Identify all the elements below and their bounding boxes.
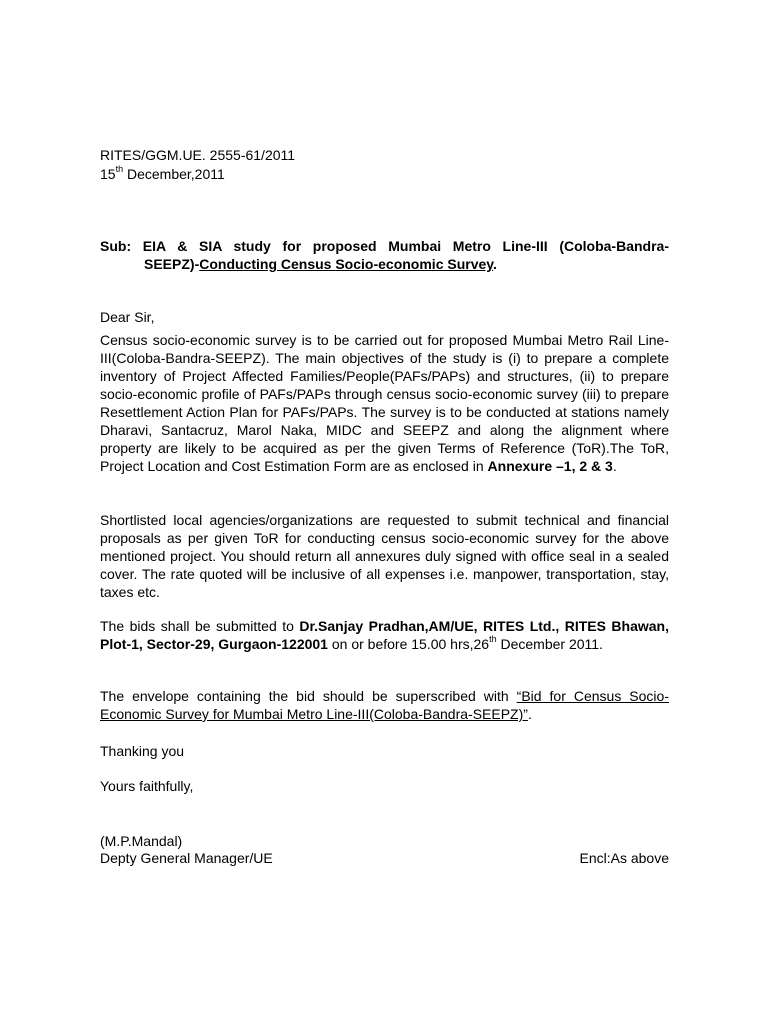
closing-thanks: Thanking you (100, 743, 185, 759)
paragraph-objectives-end: . (612, 458, 617, 474)
date-suffix: th (115, 164, 124, 175)
subject-plain: SEEPZ)- (144, 256, 200, 272)
reference-number: RITES/GGM.UE. 2555-61/2011 (100, 147, 296, 163)
reference-block (100, 146, 669, 184)
paragraph-submission (100, 617, 669, 653)
enclosure-note: Encl:As above (579, 850, 669, 866)
date-day: 15 (100, 166, 116, 182)
subject-line-1: Sub: EIA & SIA study for proposed Mumbai Metro Line-III (Coloba-Bandra- (100, 238, 669, 254)
envelope-superscription: “Bid for Census Socio-Economic Survey for Mumbai Metro Line-III(Coloba-Bandra-SEEPZ)” (100, 688, 669, 722)
signatory-name: (M.P.Mandal) (100, 833, 183, 849)
deadline-suffix: th (489, 634, 497, 645)
date-rest: December,2011 (123, 166, 225, 182)
subject-end: . (493, 256, 497, 272)
submission-deadline: on or before 15.00 hrs,26 (327, 636, 490, 652)
letter-date (100, 165, 669, 184)
submission-prefix: The bids shall be submitted to (100, 618, 300, 634)
salutation: Dear Sir, (100, 309, 155, 325)
envelope-prefix: The envelope containing the bid should be superscribed with (100, 688, 517, 704)
closing-yours: Yours faithfully, (100, 778, 194, 794)
submission-suffix: December 2011. (496, 636, 603, 652)
paragraph-envelope (100, 687, 669, 723)
paragraph-request: Shortlisted local agencies/organizations are requested to submit technical and financial proposals as per given ToR for conducting census socio-economic survey for the above mentioned project. You should return all annexures duly signed with office seal in a sealed cover. The rate quoted will be inclusive of all expenses i.e. manpower, transportation, stay, taxes etc. (100, 512, 669, 600)
envelope-end: . (527, 706, 532, 722)
submission-address: Dr.Sanjay Pradhan,AM/UE, RITES Ltd., RITES Bhawan, Plot-1, Sector-29, Gurgaon-122001 (100, 618, 669, 652)
subject-line-2 (100, 255, 669, 273)
signatory-block (100, 849, 669, 867)
annexure-reference: Annexure –1, 2 & 3 (487, 458, 613, 474)
paragraph-objectives-text: Census socio-economic survey is to be carried out for proposed Mumbai Metro Rail Line-III(Coloba-Bandra-SEEPZ). The main objectives of the study is (i) to prepare a complete inventory of Project Affected Families/People(PAFs/PAPs) and structures, (ii) to prepare socio-economic profile of PAFs/PAPs through census socio-economic survey (iii) to prepare Resettlement Action Plan for PAFs/PAPs. The survey is to be conducted at stations namely Dharavi, Santacruz, Marol Naka, MIDC and SEEPZ and along the alignment where property are likely to be acquired as per the given Terms of Reference (ToR).The ToR, Project Location and Cost Estimation Form are as enclosed in (100, 332, 669, 474)
signatory-title: Depty General Manager/UE (100, 850, 273, 866)
paragraph-objectives (100, 331, 669, 475)
subject-line (100, 237, 669, 273)
subject-underlined: Conducting Census Socio-economic Survey (199, 256, 494, 272)
